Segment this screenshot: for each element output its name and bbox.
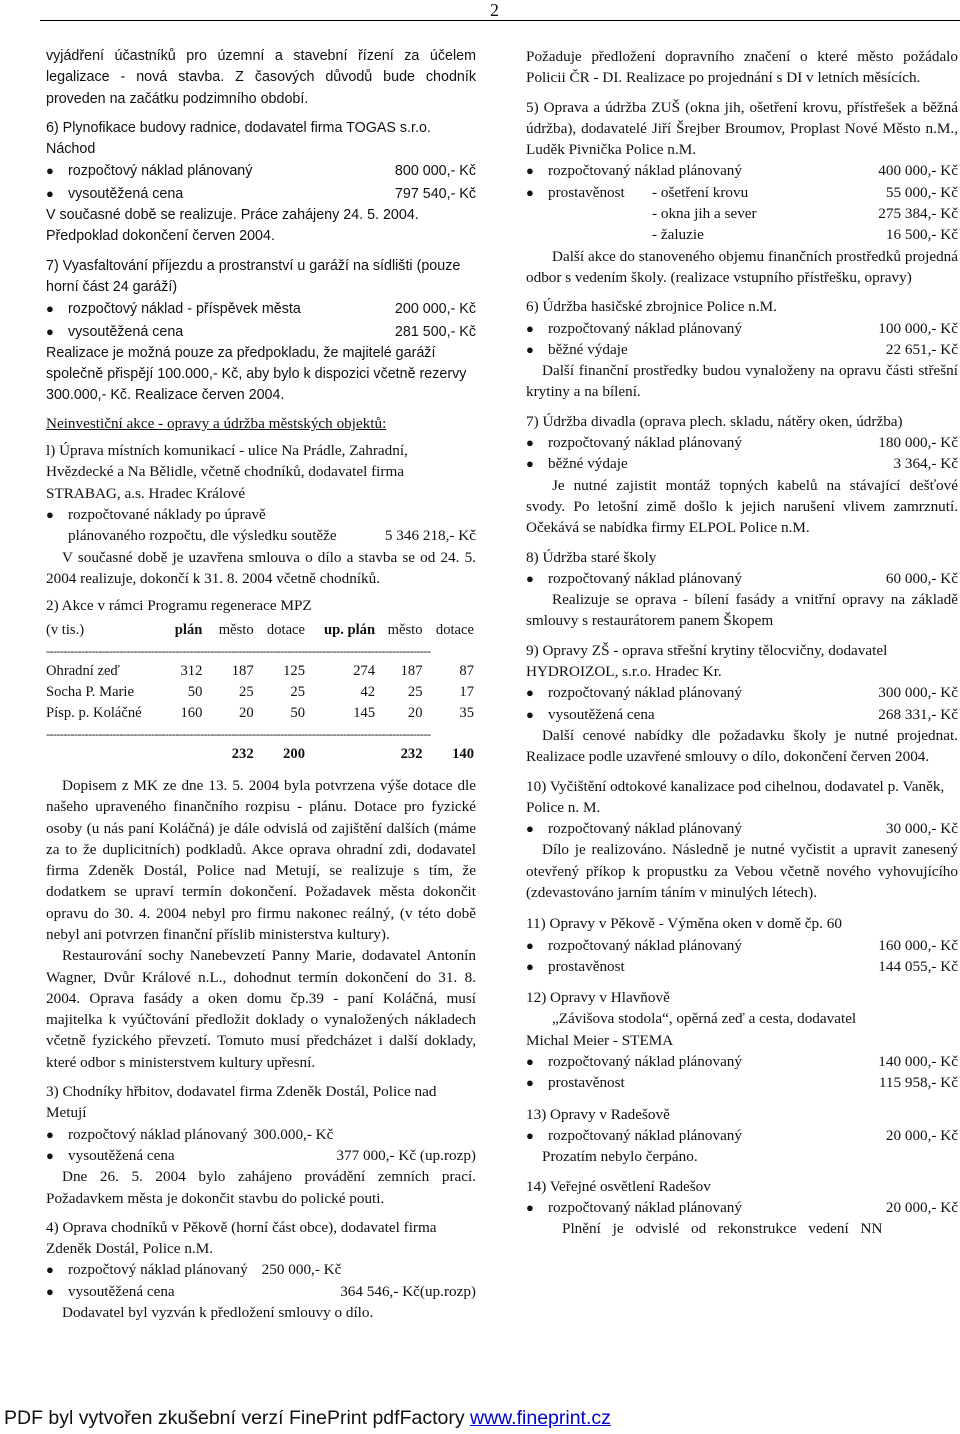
bullet-icon: ● (46, 1147, 54, 1163)
sub-row: - okna jih a sever 275 384,- Kč (652, 205, 958, 223)
bullet-row: ● rozpočtované náklady po úpravě plánovaného rozpočtu, dle výsledku soutěže 5 346 218,- Kč (46, 505, 476, 545)
section-title: 3) Chodníky hřbitov, dodavatel firma Zdeněk Dostál, Police nad Metují (46, 1083, 437, 1122)
left-column (46, 46, 476, 1329)
bullet-icon: ● (526, 1054, 534, 1070)
bullet-row: ● rozpočtovaný náklad plánovaný 400 000,- Kč (526, 160, 958, 181)
table-row: Ohradní zeď 312 187 125 274 187 87 (46, 662, 474, 679)
paragraph: Dílo je realizováno. Následně je nutné vyčistit a upravit zanesený otevřený příkop k propustku za Vebou včetně nového vyhovujícího (zdevastováno jarním táním v minulých létech). (526, 841, 958, 901)
bullet-row: ● rozpočtový náklad plánovaný 800 000,- Kč (46, 160, 476, 182)
section-title: 14) Veřejné osvětlení Radešov (526, 1177, 711, 1195)
bullet-row: ● rozpočtovaný náklad plánovaný 100 000,- Kč (526, 318, 958, 339)
paragraph: Realizace je možná pouze za předpokladu, že majitelé garáží společně přispějí 100.000,- Kč, aby bylo k dispozici včetně rezervy 300.000,- Kč. Realizace červen 2004. (46, 344, 467, 404)
bullet-row: ● rozpočtovaný náklad plánovaný 20 000,- Kč (526, 1197, 958, 1218)
bullet-icon: ● (526, 184, 534, 200)
divider: -------------------------------------------------------------------------------------------------------------- (46, 727, 431, 742)
bullet-icon: ● (526, 570, 534, 586)
paragraph: Realizuje se oprava - bílení fasády a vnitřní opravy na základě smlouvy s restaurátorem panem Škopem (526, 591, 958, 630)
bullet-icon: ● (526, 1127, 534, 1143)
paragraph: Prozatím nebylo čerpáno. (542, 1148, 698, 1166)
paragraph: Další akce do stanoveného objemu finančních prostředků projedná odbor s vedením školy. (realizace vstupního přístřešku, opravy) (526, 247, 958, 286)
paragraph: V současné době je uzavřena smlouva o dílo a stavba se od 24. 5. 2004 realizuje, dokončí k 31. 8. 2004 včetně chodníků. (46, 548, 476, 587)
table-header-row: (v tis.) plán město dotace up. plán město dotace (46, 622, 474, 639)
paragraph: V současné době se realizuje. Práce zahájeny 24. 5. 2004. Předpoklad dokončení červen 2004. (46, 207, 419, 245)
section-title: 11) Opravy v Pěkově - Výměna oken v domě čp. 60 (526, 915, 842, 933)
bullet-row: ● rozpočtovaný náklad plánovaný 20 000,- Kč (526, 1125, 958, 1146)
bullet-row: ● rozpočtovaný náklad plánovaný 160 000,- Kč (526, 935, 958, 956)
bullet-row: ● rozpočtový náklad plánovaný 300.000,- Kč (46, 1124, 476, 1145)
bullet-row: ● prostavěnost 115 958,- Kč (526, 1072, 958, 1093)
section-title: l) Úprava místních komunikací - ulice Na Prádle, Zahradní, Hvězdecké a Na Bělidle, včetně chodníků, dodavatel firma STRABAG, a.s. Hradec Králové (46, 442, 408, 502)
bullet-icon: ● (526, 163, 534, 179)
paragraph: Restaurování sochy Nanebevzetí Panny Marie, dodavatel Antonín Wagner, Dvůr Králové n.L., dohodnut termín dokončení do 31. 8. 2004. Oprava fasády a oken domu čp.39 - paní Koláčná, musí majitelka k vyúčtování předložit doklady o vynaložených nákladech včetně fyzického převzetí. Tomuto musí předcházet i další doklady, které odbor s ministerstvem kultury upřesní. (46, 947, 476, 1071)
paragraph: Dne 26. 5. 2004 bylo zahájeno provádění zemních prací. Požadavkem města je dokončit stavbu do polické pouti. (46, 1168, 476, 1207)
bullet-icon: ● (46, 1262, 54, 1278)
bullet-icon: ● (526, 706, 534, 722)
bullet-row: ● vysoutěžená cena 377 000,- Kč (up.rozp) (46, 1145, 476, 1166)
paragraph: Požaduje předložení dopravního značení o které město požádalo Policii ČR - DI. Realizace po projednání s DI v letních měsících. (526, 48, 958, 87)
bullet-icon: ● (526, 1075, 534, 1091)
section-title: „Závišova stodola“, opěrná zeď a cesta, dodavatel (552, 1010, 857, 1028)
bullet-icon: ● (526, 320, 534, 336)
bullet-icon: ● (526, 685, 534, 701)
section-title: 9) Opravy ZŠ - oprava střešní krytiny tělocvičny, dodavatel HYDROIZOL, s.r.o. Hradec Kr. (526, 641, 888, 681)
section-heading: Neinvestiční akce - opravy a údržba městských objektů: (46, 414, 387, 432)
bullet-row: ● rozpočtovaný náklad plánovaný 180 000,- Kč (526, 432, 958, 453)
table-row: Písp. p. Koláčné 160 20 50 145 20 35 (46, 705, 474, 722)
paragraph: Plnění je odvislé od rekonstrukce vedení NN (562, 1220, 883, 1238)
footer-link[interactable]: www.fineprint.cz (470, 1407, 611, 1429)
bullet-row: ● rozpočtovaný náklad plánovaný 60 000,- Kč (526, 568, 958, 589)
section-title: 8) Údržba staré školy (526, 548, 657, 566)
section-title: 6) Údržba hasičské zbrojnice Police n.M. (526, 298, 777, 316)
mpz-table (46, 620, 474, 764)
page-number: 2 (490, 0, 499, 20)
bullet-icon: ● (46, 163, 54, 179)
bullet-row: ● rozpočtovaný náklad plánovaný 30 000,- Kč (526, 818, 958, 839)
bullet-row: ● vysoutěžená cena 364 546,- Kč(up.rozp) (46, 1281, 476, 1302)
section-title: 7) Údržba divadla (oprava plech. skladu, nátěry oken, údržba) (526, 412, 903, 430)
bullet-row: ● běžné výdaje 22 651,- Kč (526, 339, 958, 360)
bullet-icon: ● (526, 821, 534, 837)
bullet-icon: ● (526, 341, 534, 357)
table-total-row: 232 200 232 140 (231, 745, 474, 762)
bullet-icon: ● (46, 323, 54, 339)
paragraph: Je nutné zajistit montáž topných kabelů na stávající dešťové svody. Po letošní zimě došlo k jejich narušení vlivem zamrznutí. Očekává se nabídka firmy ELPOL Police n.M. (526, 476, 958, 537)
right-column (526, 46, 958, 1245)
sub-row: - žaluzie 16 500,- Kč (652, 226, 958, 244)
bullet-row: ● rozpočtový náklad plánovaný 250 000,- Kč (46, 1259, 476, 1280)
paragraph: Dopisem z MK ze dne 13. 5. 2004 byla potvrzena výše dotace dle našeho upraveného finančního rozpisu - plánu. Dotace pro fyzické osoby (u nás paní Koláčná) je dále odvislá od zajištění dalších (máme za to že duplicitních) podkladů. Akce oprava ohradní zdi, dodavatel firma Zdeněk Dostál, Police nad Metují, se realizuje s tím, že dodatkem se upraví termín dokončení. Požadavek města dokončit opravu do 30. 4. 2004 nebyl pro firmu nakonec reálný, (v této době nebyl ani potvrzen finanční příslib ministerstva kultury). (46, 776, 476, 943)
paragraph: Dodavatel byl vyzván k předložení smlouvy o dílo. (62, 1304, 374, 1322)
bullet-icon: ● (526, 456, 534, 472)
bullet-row: ● vysoutěžená cena 268 331,- Kč (526, 704, 958, 725)
section-title: 4) Oprava chodníků v Pěkově (horní část obce), dodavatel firma Zdeněk Dostál, Police n.M. (46, 1218, 437, 1258)
section-title: 2) Akce v rámci Programu regenerace MPZ (46, 597, 312, 615)
bullet-row: ● vysoutěžená cena 281 500,- Kč (46, 321, 476, 343)
divider: -------------------------------------------------------------------------------------------------------------- (46, 644, 431, 659)
footer-text: PDF byl vytvořen zkušební verzí FinePrint pdfFactory (4, 1407, 471, 1429)
paragraph: vyjádření účastníků pro územní a stavební řízení za účelem legalizace - nová stavba. Z časových důvodů bude chodník proveden na začátku podzimního období. (46, 48, 476, 107)
bullet-row: ● rozpočtovaný náklad plánovaný 140 000,- Kč (526, 1051, 958, 1072)
bullet-row: ● prostavěnost 144 055,- Kč (526, 956, 958, 977)
bullet-row: ● vysoutěžená cena 797 540,- Kč (46, 183, 476, 205)
bullet-row: ● prostavěnost - ošetření krovu 55 000,- Kč (526, 182, 958, 203)
paragraph: Další cenové nabídky dle požadavku školy je nutné projednat. Realizace podle uzavřené smlouvy o dílo, dokončení červen 2004. (526, 726, 958, 766)
bullet-icon: ● (526, 958, 534, 974)
bullet-icon: ● (46, 185, 54, 201)
table-row: Socha P. Marie 50 25 25 42 25 17 (46, 684, 474, 701)
bullet-row: ● rozpočtovaný náklad plánovaný 300 000,- Kč (526, 682, 958, 703)
bullet-icon: ● (526, 435, 534, 451)
section-title: 13) Opravy v Radešově (526, 1105, 670, 1123)
bullet-row: ● běžné výdaje 3 364,- Kč (526, 453, 958, 474)
section-title: 5) Oprava a údržba ZUŠ (okna jih, ošetření krovu, přístřešek a běžná údržba), dodavatelé Jiří Šrejber Broumov, Proplast Nové Město n.M., Luděk Pivnička Police n.M. (526, 98, 958, 159)
section-title: 6) Plynofikace budovy radnice, dodavatel firma TOGAS s.r.o. Náchod (46, 119, 431, 158)
bullet-icon: ● (46, 1126, 54, 1142)
paragraph: Další finanční prostředky budou vynaloženy na opravu části střešní krytiny a na bílení. (526, 362, 958, 401)
section-title: Michal Meier - STEMA (526, 1031, 674, 1049)
bullet-icon: ● (46, 1283, 54, 1299)
section-title: 10) Vyčištění odtokové kanalizace pod cihelnou, dodavatel p. Vaněk, Police n. M. (526, 777, 945, 816)
footer-watermark (4, 1407, 611, 1430)
section-title: 12) Opravy v Hlavňově (526, 989, 670, 1007)
section-title: 7) Vyasfaltování příjezdu a prostranství u garáží na sídlišti (pouze horní část 24 garáží) (46, 257, 461, 295)
bullet-icon: ● (46, 301, 54, 317)
bullet-icon: ● (46, 506, 54, 522)
bullet-icon: ● (526, 1199, 534, 1215)
top-rule (40, 20, 960, 21)
bullet-icon: ● (526, 937, 534, 953)
bullet-row: ● rozpočtový náklad - příspěvek města 200 000,- Kč (46, 298, 476, 320)
